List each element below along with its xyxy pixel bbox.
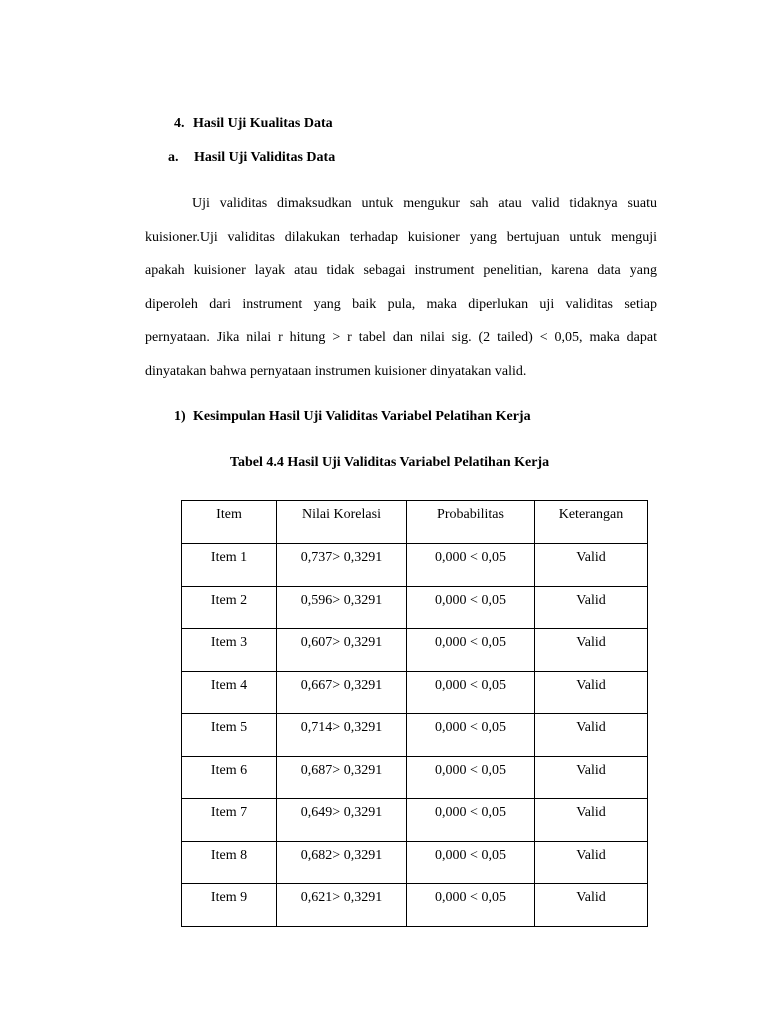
header-keterangan: Keterangan: [535, 501, 648, 544]
subsubsection-heading: [174, 409, 531, 425]
subsection-number: a.: [168, 150, 179, 165]
paragraph-line: apakah kuisioner layak atau tidak sebagai instrument penelitian, karena data yang: [145, 263, 657, 279]
section-number: 4.: [174, 116, 185, 131]
table-row: [182, 799, 648, 842]
header-probabilitas: Probabilitas: [407, 501, 535, 544]
cell-nilai-korelasi: 0,621> 0,3291: [277, 884, 407, 927]
cell-item: Item 1: [182, 544, 277, 587]
cell-keterangan: Valid: [535, 756, 648, 799]
table-header-row: [182, 501, 648, 544]
cell-probabilitas: 0,000 < 0,05: [407, 884, 535, 927]
subsubsection-number: 1): [174, 409, 186, 424]
cell-probabilitas: 0,000 < 0,05: [407, 756, 535, 799]
section-title: Hasil Uji Kualitas Data: [193, 116, 333, 131]
table-row: [182, 586, 648, 629]
subsection-heading: [168, 150, 335, 166]
cell-nilai-korelasi: 0,667> 0,3291: [277, 671, 407, 714]
subsection-title: Hasil Uji Validitas Data: [194, 150, 336, 165]
cell-keterangan: Valid: [535, 884, 648, 927]
cell-item: Item 5: [182, 714, 277, 757]
table-row: [182, 841, 648, 884]
cell-item: Item 8: [182, 841, 277, 884]
table-row: [182, 544, 648, 587]
cell-nilai-korelasi: 0,649> 0,3291: [277, 799, 407, 842]
cell-probabilitas: 0,000 < 0,05: [407, 799, 535, 842]
paragraph-line: diperoleh dari instrument yang baik pula, maka diperlukan uji validitas setiap: [145, 296, 657, 312]
cell-item: Item 4: [182, 671, 277, 714]
cell-keterangan: Valid: [535, 629, 648, 672]
cell-keterangan: Valid: [535, 799, 648, 842]
table-row: [182, 671, 648, 714]
paragraph-line: kuisioner.Uji validitas dilakukan terhadap kuisioner yang bertujuan untuk menguji: [145, 229, 657, 245]
cell-probabilitas: 0,000 < 0,05: [407, 586, 535, 629]
header-item: Item: [182, 501, 277, 544]
cell-nilai-korelasi: 0,714> 0,3291: [277, 714, 407, 757]
body-paragraph: [145, 187, 657, 389]
table-caption: Tabel 4.4 Hasil Uji Validitas Variabel Pelatihan Kerja: [229, 455, 550, 470]
cell-nilai-korelasi: 0,607> 0,3291: [277, 629, 407, 672]
cell-nilai-korelasi: 0,596> 0,3291: [277, 586, 407, 629]
cell-probabilitas: 0,000 < 0,05: [407, 714, 535, 757]
table-row: [182, 629, 648, 672]
cell-keterangan: Valid: [535, 841, 648, 884]
paragraph-line: dinyatakan bahwa pernyataan instrumen kuisioner dinyatakan valid.: [145, 363, 527, 379]
cell-probabilitas: 0,000 < 0,05: [407, 841, 535, 884]
table-row: [182, 884, 648, 927]
cell-keterangan: Valid: [535, 714, 648, 757]
cell-keterangan: Valid: [535, 671, 648, 714]
cell-probabilitas: 0,000 < 0,05: [407, 629, 535, 672]
cell-keterangan: Valid: [535, 586, 648, 629]
cell-nilai-korelasi: 0,687> 0,3291: [277, 756, 407, 799]
header-nilai-korelasi: Nilai Korelasi: [277, 501, 407, 544]
cell-keterangan: Valid: [535, 544, 648, 587]
cell-nilai-korelasi: 0,682> 0,3291: [277, 841, 407, 884]
table-row: [182, 756, 648, 799]
cell-probabilitas: 0,000 < 0,05: [407, 671, 535, 714]
paragraph-line: pernyataan. Jika nilai r hitung > r tabel dan nilai sig. (2 tailed) < 0,05, maka dapat: [145, 330, 657, 346]
section-heading: [174, 116, 333, 132]
cell-item: Item 9: [182, 884, 277, 927]
table-row: [182, 714, 648, 757]
cell-nilai-korelasi: 0,737> 0,3291: [277, 544, 407, 587]
cell-item: Item 6: [182, 756, 277, 799]
cell-item: Item 3: [182, 629, 277, 672]
cell-item: Item 7: [182, 799, 277, 842]
subsubsection-title: Kesimpulan Hasil Uji Validitas Variabel Pelatihan Kerja: [193, 409, 531, 424]
cell-probabilitas: 0,000 < 0,05: [407, 544, 535, 587]
paragraph-line: Uji validitas dimaksudkan untuk mengukur sah atau valid tidaknya suatu: [192, 196, 657, 211]
cell-item: Item 2: [182, 586, 277, 629]
validity-table: [181, 500, 648, 927]
